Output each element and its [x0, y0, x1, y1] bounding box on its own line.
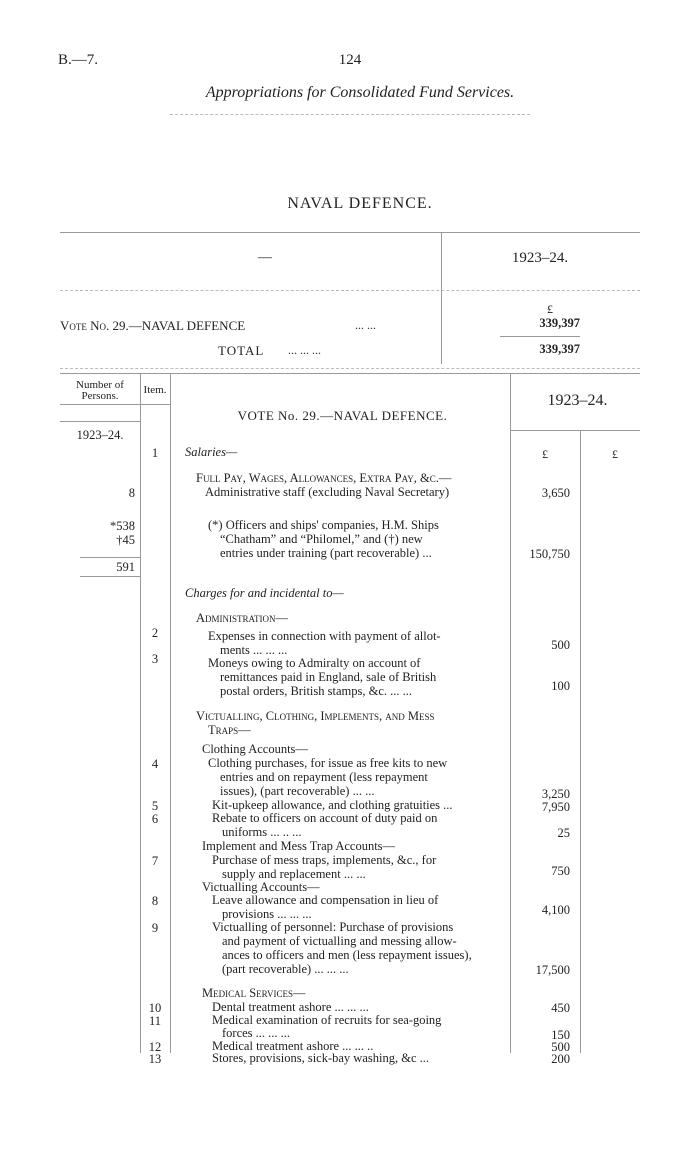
detail-line: Stores, provisions, sick-bay washing, &c ...: [212, 1051, 429, 1065]
summary-total-label: TOTAL: [218, 343, 265, 358]
persons-year-rule: [60, 421, 140, 422]
detail-line: Clothing purchases, for issue as free kits to new: [208, 756, 448, 770]
summary-year: 1923–24.: [511, 250, 569, 266]
section-title: NAVAL DEFENCE.: [287, 195, 433, 212]
col-item-header: Item.: [143, 384, 167, 396]
summary-column-divider: [441, 232, 442, 364]
summary-total-rule: [500, 336, 580, 337]
amount-subtotal-divider: [580, 430, 581, 1053]
detail-line: remittances paid in England, sale of British: [220, 670, 437, 684]
amount-currency: £: [542, 447, 548, 461]
persons-total: 591: [116, 560, 135, 574]
summary-total-dots: ... ... ...: [288, 343, 321, 357]
amount-value: 100: [551, 679, 570, 693]
page-subtitle: Appropriations for Consolidated Fund Services.: [205, 84, 515, 101]
summary-currency: £: [547, 302, 553, 316]
persons-header-rule: [60, 404, 140, 405]
detail-line: Purchase of mess traps, implements, &c., for: [212, 853, 437, 867]
persons-sum-rule-top: [80, 557, 140, 558]
summary-top-rule: [60, 232, 640, 233]
summary-total-amount: 339,397: [539, 342, 580, 356]
item-number: 11: [148, 1014, 162, 1028]
detail-year: 1923–24.: [547, 392, 608, 409]
subtotal-currency: £: [612, 447, 618, 461]
year-header-rule: [510, 430, 640, 431]
detail-line: entries under training (part recoverable) ...: [220, 546, 432, 560]
item-number: 3: [151, 652, 159, 666]
amount-value: 750: [551, 864, 570, 878]
item-number: 2: [151, 626, 159, 640]
detail-line: (part recoverable) ... ... ...: [222, 962, 349, 976]
item-number: 8: [151, 894, 159, 908]
item-number: 6: [151, 812, 159, 826]
persons-year: 1923–24.: [76, 428, 124, 442]
persons-value: 8: [128, 486, 135, 500]
report-code: B.—7.: [58, 52, 99, 68]
summary-vote-amount: 339,397: [539, 316, 580, 330]
item-number: 9: [151, 921, 159, 935]
col-persons-header: Number of Persons.: [76, 379, 124, 402]
amount-value: 450: [551, 1001, 570, 1015]
detail-line: and payment of victualling and messing allow-: [222, 934, 457, 948]
detail-line: postal orders, British stamps, &c. ... ...: [220, 684, 412, 698]
amount-value: 3,650: [541, 486, 570, 500]
summary-vote-dots: ... ...: [355, 318, 376, 332]
detail-line: Victualling of personnel: Purchase of provisions: [212, 920, 454, 934]
detail-line: Medical Services—: [202, 986, 306, 1000]
detail-line: Rebate to officers on account of duty paid on: [212, 811, 438, 825]
detail-top-rule: [60, 373, 640, 374]
detail-line: issues), (part recoverable) ... ...: [220, 784, 375, 798]
amount-value: 500: [551, 638, 570, 652]
item-number: 10: [148, 1001, 162, 1015]
detail-line: ances to officers and men (less repayment issues),: [222, 948, 472, 962]
detail-line: Clothing Accounts—: [202, 742, 308, 756]
page-number: 124: [338, 52, 362, 68]
amount-value: 150,750: [529, 547, 570, 561]
detail-line: Dental treatment ashore ... ... ...: [212, 1000, 369, 1014]
summary-vote-label: Vote No. 29.—NAVAL DEFENCE: [60, 318, 246, 333]
subtitle-rule: [170, 114, 530, 115]
summary-bottom-rule: [60, 368, 640, 369]
detail-line: Leave allowance and compensation in lieu of: [212, 893, 439, 907]
detail-line: Medical examination of recruits for sea-going: [212, 1013, 442, 1027]
detail-line: ments ... ... ...: [220, 643, 288, 657]
detail-line: Traps—: [208, 723, 251, 737]
item-header-rule: [140, 404, 170, 405]
item-number: 4: [151, 757, 159, 771]
item-number: 12: [148, 1040, 162, 1054]
persons-item-divider: [140, 373, 141, 1053]
summary-dash: —: [258, 250, 272, 265]
detail-line: provisions ... ... ...: [222, 907, 312, 921]
amount-value: 3,250: [541, 787, 570, 801]
amount-value: 500: [551, 1040, 570, 1054]
detail-line: “Chatham” and “Philomel,” and (†) new: [220, 532, 423, 546]
amount-value: 150: [551, 1028, 570, 1042]
item-number: 1: [151, 446, 159, 460]
amount-value: 17,500: [535, 963, 570, 977]
detail-line: Kit-upkeep allowance, and clothing gratuities ...: [212, 798, 453, 812]
detail-line: Victualling, Clothing, Implements, and Mess: [196, 709, 435, 723]
detail-line: Administrative staff (excluding Naval Secretary): [205, 485, 450, 499]
detail-line: entries and on repayment (less repayment: [220, 770, 428, 784]
amount-value: 4,100: [541, 903, 570, 917]
text-amount-divider: [510, 373, 511, 1053]
summary-header-rule: [60, 290, 640, 291]
detail-line: forces ... ... ...: [222, 1026, 291, 1040]
item-number: 13: [148, 1052, 162, 1066]
detail-line: uniforms ... .. ...: [222, 825, 302, 839]
detail-line: (*) Officers and ships' companies, H.M. Ships: [208, 518, 439, 532]
detail-line: Administration—: [196, 611, 289, 625]
amount-value: 25: [557, 826, 570, 840]
detail-line: Full Pay, Wages, Allowances, Extra Pay, &c.—: [196, 471, 452, 485]
detail-line: Moneys owing to Admiralty on account of: [208, 656, 421, 670]
persons-sum-rule-bottom: [80, 576, 140, 577]
persons-value: *538: [110, 519, 135, 533]
detail-line: Victualling Accounts—: [202, 880, 320, 894]
detail-line: supply and replacement ... ...: [222, 867, 366, 881]
detail-line: Charges for and incidental to—: [185, 586, 344, 600]
persons-value: †45: [116, 533, 135, 547]
detail-line: Medical treatment ashore ... ... ..: [212, 1039, 374, 1053]
item-text-divider: [170, 373, 171, 1053]
detail-line: Expenses in connection with payment of allot-: [208, 629, 441, 643]
detail-vote-title: VOTE No. 29.—NAVAL DEFENCE.: [237, 408, 448, 423]
amount-value: 200: [551, 1052, 570, 1066]
item-number: 5: [151, 799, 159, 813]
detail-line: Implement and Mess Trap Accounts—: [202, 839, 396, 853]
detail-line: Salaries—: [185, 445, 238, 459]
amount-value: 7,950: [541, 800, 570, 814]
item-number: 7: [151, 854, 159, 868]
